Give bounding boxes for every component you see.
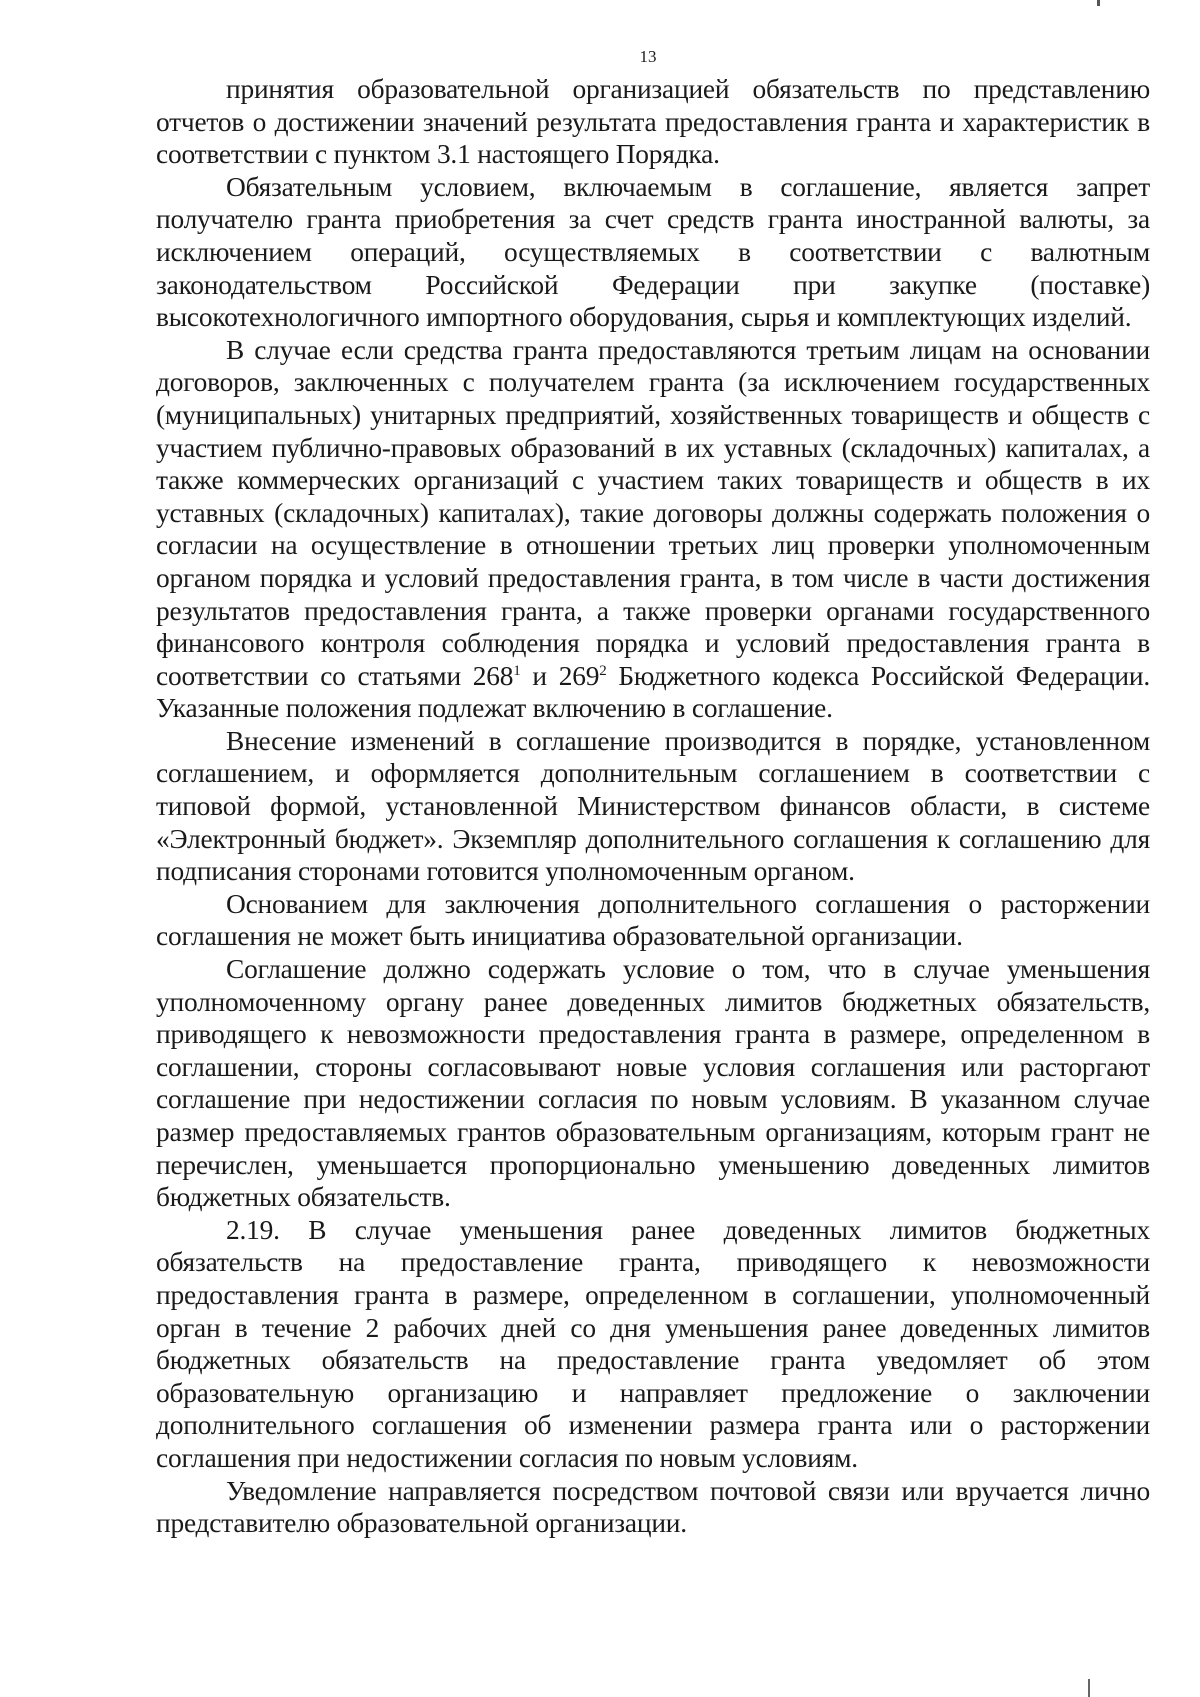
paragraph-amendments: Внесение изменений в соглашение производится в порядке, установленном соглашением, и оформляется дополнительным соглашением в соответствии с типовой формой, установленной Министерством финансов области, в системе «Электронный бюджет». Экземпляр дополнительного соглашения к соглашению для подписания сторонами готовится уполномоченным органом. xyxy=(156,725,1150,887)
footnote-sup-1: 1 xyxy=(513,662,521,679)
scan-mark xyxy=(1097,0,1100,6)
document-body xyxy=(156,73,1150,1540)
paragraph-third-parties xyxy=(156,334,1150,725)
paragraph-continuation: принятия образовательной организацией обязательств по представлению отчетов о достижении значений результата предоставления гранта и характеристик в соответствии с пунктом 3.1 настоящего Порядка. xyxy=(156,74,1150,170)
footnote-sup-2: 2 xyxy=(599,662,607,679)
scan-mark-bottom xyxy=(1088,1679,1090,1697)
paragraph-third-parties-text: В случае если средства гранта предоставляются третьим лицам на основании договоров, заключенных с получателем гранта (за исключением государственных (муниципальных) унитарных предприятий, хозяйственных товариществ и обществ с участием публично-правовых образований в их уставных (складочных) капиталах, а также коммерческих организаций с участием таких товариществ и обществ в их уставных (складочных) капиталах), такие договоры должны содержать положения о согласии на осуществление в отношении третьих лиц проверки уполномоченным органом порядка и условий предоставления гранта, в том числе в части достижения результатов предоставления гранта, а также проверки органами государственного финансового контроля соблюдения порядка и условий предоставления гранта в соответствии со статьями 268 xyxy=(156,334,1150,691)
paragraph-termination-basis: Основанием для заключения дополнительного соглашения о расторжении соглашения не может быть инициатива образовательной организации. xyxy=(156,888,1150,952)
paragraph-currency-ban: Обязательным условием, включаемым в соглашение, является запрет получателю гранта приобретения за счет средств гранта иностранной валюты, за исключением операций, осуществляемых в соответствии с валютным законодательством Российской Федерации при закупке (поставке) высокотехнологичного импортного оборудования, сырья и комплектующих изделий. xyxy=(156,171,1150,333)
paragraph-limits-reduction: Соглашение должно содержать условие о том, что в случае уменьшения уполномоченному органу ранее доведенных лимитов бюджетных обязательств, приводящего к невозможности предоставления гранта в размере, определенном в соглашении, стороны согласовывают новые условия соглашения или расторгают соглашение при недостижении согласия по новым условиям. В указанном случае размер предоставляемых грантов образовательным организациям, которым грант не перечислен, уменьшается пропорционально уменьшению доведенных лимитов бюджетных обязательств. xyxy=(156,954,1150,1213)
paragraph-2-19: 2.19. В случае уменьшения ранее доведенных лимитов бюджетных обязательств на предоставление гранта, приводящего к невозможности предоставления гранта в размере, определенном в соглашении, уполномоченный орган в течение 2 рабочих дней со дня уменьшения ранее доведенных лимитов бюджетных обязательств на предоставление гранта уведомляет об этом образовательную организацию и направляет предложение о заключении дополнительного соглашения об изменении размера гранта или о расторжении соглашения при недостижении согласия по новым условиям. xyxy=(156,1214,1150,1473)
paragraph-third-parties-tail: Бюджетного кодекса Российской Федерации. Указанные положения подлежат включению в соглашение. xyxy=(156,660,1150,724)
page-number: 13 xyxy=(639,47,657,66)
paragraph-notification: Уведомление направляется посредством почтовой связи или вручается лично представителю образовательной организации. xyxy=(156,1475,1150,1539)
paragraph-third-parties-mid: и 269 xyxy=(520,660,600,691)
